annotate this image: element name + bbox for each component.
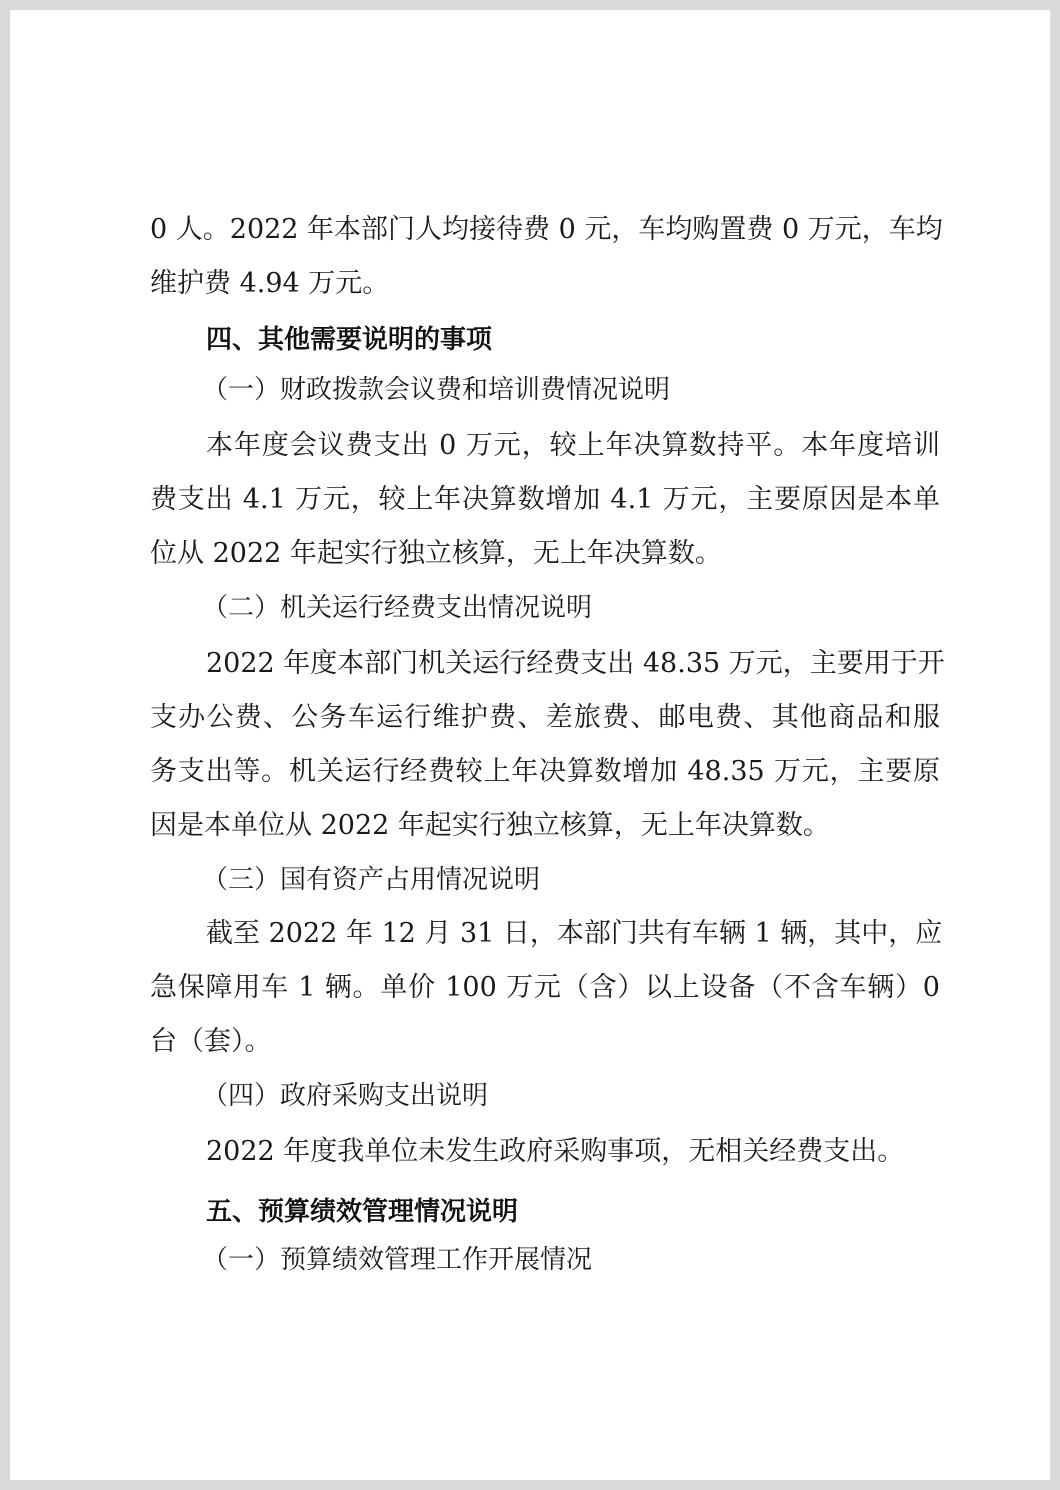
paragraph-line: 支办公费、公务车运行维护费、差旅费、邮电费、其他商品和服 bbox=[150, 702, 940, 733]
paragraph-line: 费支出 4.1 万元，较上年决算数增加 4.1 万元，主要原因是本单 bbox=[150, 484, 940, 515]
section-heading: 四、其他需要说明的事项 bbox=[206, 325, 493, 355]
paragraph-line: 0 人。2022 年本部门人均接待费 0 元，车均购置费 0 万元，车均 bbox=[150, 214, 943, 245]
paragraph-line: 务支出等。机关运行经费较上年决算数增加 48.35 万元，主要原 bbox=[150, 756, 940, 787]
section-heading: 五、预算绩效管理情况说明 bbox=[206, 1197, 519, 1227]
paragraph-line: 急保障用车 1 辆。单价 100 万元（含）以上设备（不含车辆）0 bbox=[150, 972, 940, 1003]
paragraph-line: 2022 年度本部门机关运行经费支出 48.35 万元，主要用于开 bbox=[206, 648, 945, 679]
subsection-heading: （一）财政拨款会议费和培训费情况说明 bbox=[202, 375, 671, 405]
paragraph-line: 维护费 4.94 万元。 bbox=[150, 268, 390, 299]
subsection-heading: （四）政府采购支出说明 bbox=[202, 1081, 489, 1111]
paragraph-line: 因是本单位从 2022 年起实行独立核算，无上年决算数。 bbox=[150, 810, 830, 841]
subsection-heading: （三）国有资产占用情况说明 bbox=[202, 865, 541, 895]
paragraph-line: 台（套）。 bbox=[150, 1026, 272, 1057]
paragraph-line: 2022 年度我单位未发生政府采购事项，无相关经费支出。 bbox=[206, 1136, 905, 1167]
subsection-heading: （二）机关运行经费支出情况说明 bbox=[202, 593, 593, 623]
paragraph-line: 本年度会议费支出 0 万元，较上年决算数持平。本年度培训 bbox=[206, 430, 940, 461]
document-page bbox=[10, 10, 1050, 1480]
subsection-heading: （一）预算绩效管理工作开展情况 bbox=[202, 1245, 593, 1275]
paragraph-line: 位从 2022 年起实行独立核算，无上年决算数。 bbox=[150, 538, 722, 569]
paragraph-line: 截至 2022 年 12 月 31 日，本部门共有车辆 1 辆，其中，应 bbox=[206, 918, 943, 949]
